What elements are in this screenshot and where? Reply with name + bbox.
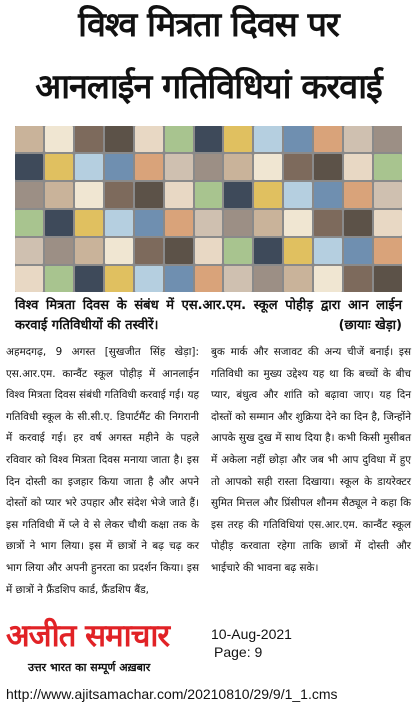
collage-photo-tile — [45, 182, 73, 208]
collage-photo-tile — [314, 238, 342, 264]
headline-line-2: आनलाईन गतिविधियां करवाई — [35, 67, 382, 107]
collage-photo-tile — [75, 182, 103, 208]
collage-photo-tile — [314, 266, 342, 292]
caption-text: विश्व मित्रता दिवस के संबंध में एस.आर.एम. स्कूल पोहीड़ द्वारा आन लाईन करवाई गतिविधीयों की तस्वीरें। — [15, 298, 402, 333]
collage-photo-tile — [45, 126, 73, 152]
collage-photo-tile — [224, 238, 252, 264]
article-column-right: बुक मार्क और सजावट की अन्य चीजें बनाई। इस गतिविधी का मुख्य उद्देश्य यह था कि बच्चों के बीच प्यार, बंधुत्व और शांति को बढ़ावा जाए। यह दिन दोस्तों को सम्मान और शुक्रिया देने का दिन है, जिन्होंने आपके सुख दुख में साथ दिया है। कभी किसी मुसीबत में अकेला नहीं छोड़ा और जब भी आप दुविधा में हुए तो आपको सही रास्ता दिखाया। स्कूल के डायरेक्टर सुमित मित्तल और प्रिंसीपल शौनम सैठ्यूल ने कहा कि इस तरह की गतिविधियां एस.आर.एम. कान्वैंट स्कूल पोहीड़ करवाता रहेगा ताकि छात्रों में दोस्ती और भाईचारे की भावना बढ़ सके। — [211, 346, 411, 574]
collage-photo-tile — [135, 266, 163, 292]
collage-photo-tile — [105, 182, 133, 208]
collage-photo-tile — [105, 238, 133, 264]
collage-photo-tile — [165, 126, 193, 152]
collage-photo-tile — [75, 126, 103, 152]
collage-photo-tile — [105, 210, 133, 236]
collage-photo-tile — [135, 238, 163, 264]
newspaper-tagline: उत्तर भारत का सम्पूर्ण अख़बार — [28, 661, 151, 674]
collage-photo-tile — [15, 238, 43, 264]
newspaper-logo: अजीत समाचार — [6, 618, 170, 654]
collage-photo-tile — [344, 210, 372, 236]
collage-photo-tile — [75, 210, 103, 236]
collage-photo-tile — [314, 210, 342, 236]
collage-photo-tile — [135, 154, 163, 180]
collage-photo-tile — [224, 210, 252, 236]
collage-photo-tile — [254, 126, 282, 152]
source-url: http://www.ajitsamachar.com/20210810/29/9/1_1.cms — [6, 686, 338, 702]
collage-photo-tile — [224, 266, 252, 292]
collage-photo-tile — [45, 154, 73, 180]
collage-photo-tile — [374, 210, 402, 236]
collage-photo-tile — [195, 266, 223, 292]
collage-photo-tile — [314, 126, 342, 152]
collage-photo-tile — [105, 154, 133, 180]
collage-photo-tile — [284, 154, 312, 180]
collage-photo-tile — [374, 266, 402, 292]
caption-credit: (छायाः खेड़ा) — [338, 318, 402, 333]
collage-photo-tile — [105, 126, 133, 152]
collage-photo-tile — [135, 210, 163, 236]
collage-photo-tile — [374, 238, 402, 264]
photo-caption — [15, 296, 402, 336]
collage-photo-tile — [135, 126, 163, 152]
collage-photo-tile — [75, 238, 103, 264]
collage-photo-tile — [75, 266, 103, 292]
collage-photo-tile — [195, 182, 223, 208]
collage-photo-tile — [254, 238, 282, 264]
collage-photo-tile — [314, 154, 342, 180]
collage-photo-tile — [284, 266, 312, 292]
collage-photo-tile — [15, 154, 43, 180]
collage-photo-tile — [15, 126, 43, 152]
headline-line-1: विश्व मित्रता दिवस पर — [78, 5, 339, 45]
collage-photo-tile — [165, 154, 193, 180]
collage-photo-tile — [195, 238, 223, 264]
collage-photo-tile — [45, 266, 73, 292]
collage-photo-tile — [374, 154, 402, 180]
collage-photo-tile — [165, 238, 193, 264]
collage-photo-tile — [374, 126, 402, 152]
collage-photo-tile — [45, 210, 73, 236]
page-number: Page: 9 — [214, 644, 263, 660]
collage-photo-tile — [195, 126, 223, 152]
collage-photo-tile — [195, 210, 223, 236]
collage-photo-tile — [344, 154, 372, 180]
collage-photo-tile — [15, 210, 43, 236]
collage-photo-tile — [45, 238, 73, 264]
collage-photo-tile — [165, 266, 193, 292]
collage-photo-tile — [284, 126, 312, 152]
publication-date: 10-Aug-2021 — [211, 626, 292, 642]
collage-photo-tile — [374, 182, 402, 208]
collage-photo-tile — [344, 266, 372, 292]
collage-photo-tile — [254, 182, 282, 208]
photo-collage-grid — [15, 126, 402, 292]
photo-collage — [15, 126, 402, 292]
collage-photo-tile — [284, 182, 312, 208]
collage-photo-tile — [165, 182, 193, 208]
collage-photo-tile — [254, 210, 282, 236]
collage-photo-tile — [284, 238, 312, 264]
collage-photo-tile — [344, 238, 372, 264]
collage-photo-tile — [224, 182, 252, 208]
collage-photo-tile — [75, 154, 103, 180]
collage-photo-tile — [105, 266, 133, 292]
collage-photo-tile — [135, 182, 163, 208]
collage-photo-tile — [15, 266, 43, 292]
article-column-left: अहमदगढ़, 9 अगस्त [सुखजीत सिंह खेड़ा]: एस.आर.एम. कान्वैंट स्कूल पोहीड़ में आनलाईन विश्व मित्रता दिवस संबंधी गतिविधी करवाई गई। यह गतिविधी स्कूल के सी.सी.ए. डिपार्टमैंट की निगरानी में करवाई गई। हर वर्ष अगस्त महीने के पहले रविवार को विश्व मित्रता दिवस मनाया जाता है। इस दिन दोस्ती का इजहार किया जाता है और अपने दोस्तों को प्यार भरे उपहार और संदेश भेजे जाते हैं। इस गतिविधी में प्ले वे से लेकर चौथी कक्षा तक के छात्रों ने भाग लिया। इस में छात्रों ने बढ़ चढ़ कर भाग लिया और अपनी हुनरता का प्रदर्शन किया। इस में छात्रों ने फ्रैंडशिप कार्ड, फ्रैंडशिप बैंड, — [6, 346, 199, 596]
collage-photo-tile — [314, 182, 342, 208]
collage-photo-tile — [254, 266, 282, 292]
collage-photo-tile — [165, 210, 193, 236]
collage-photo-tile — [224, 126, 252, 152]
collage-photo-tile — [344, 182, 372, 208]
collage-photo-tile — [344, 126, 372, 152]
collage-photo-tile — [195, 154, 223, 180]
collage-photo-tile — [254, 154, 282, 180]
collage-photo-tile — [15, 182, 43, 208]
collage-photo-tile — [224, 154, 252, 180]
collage-photo-tile — [284, 210, 312, 236]
